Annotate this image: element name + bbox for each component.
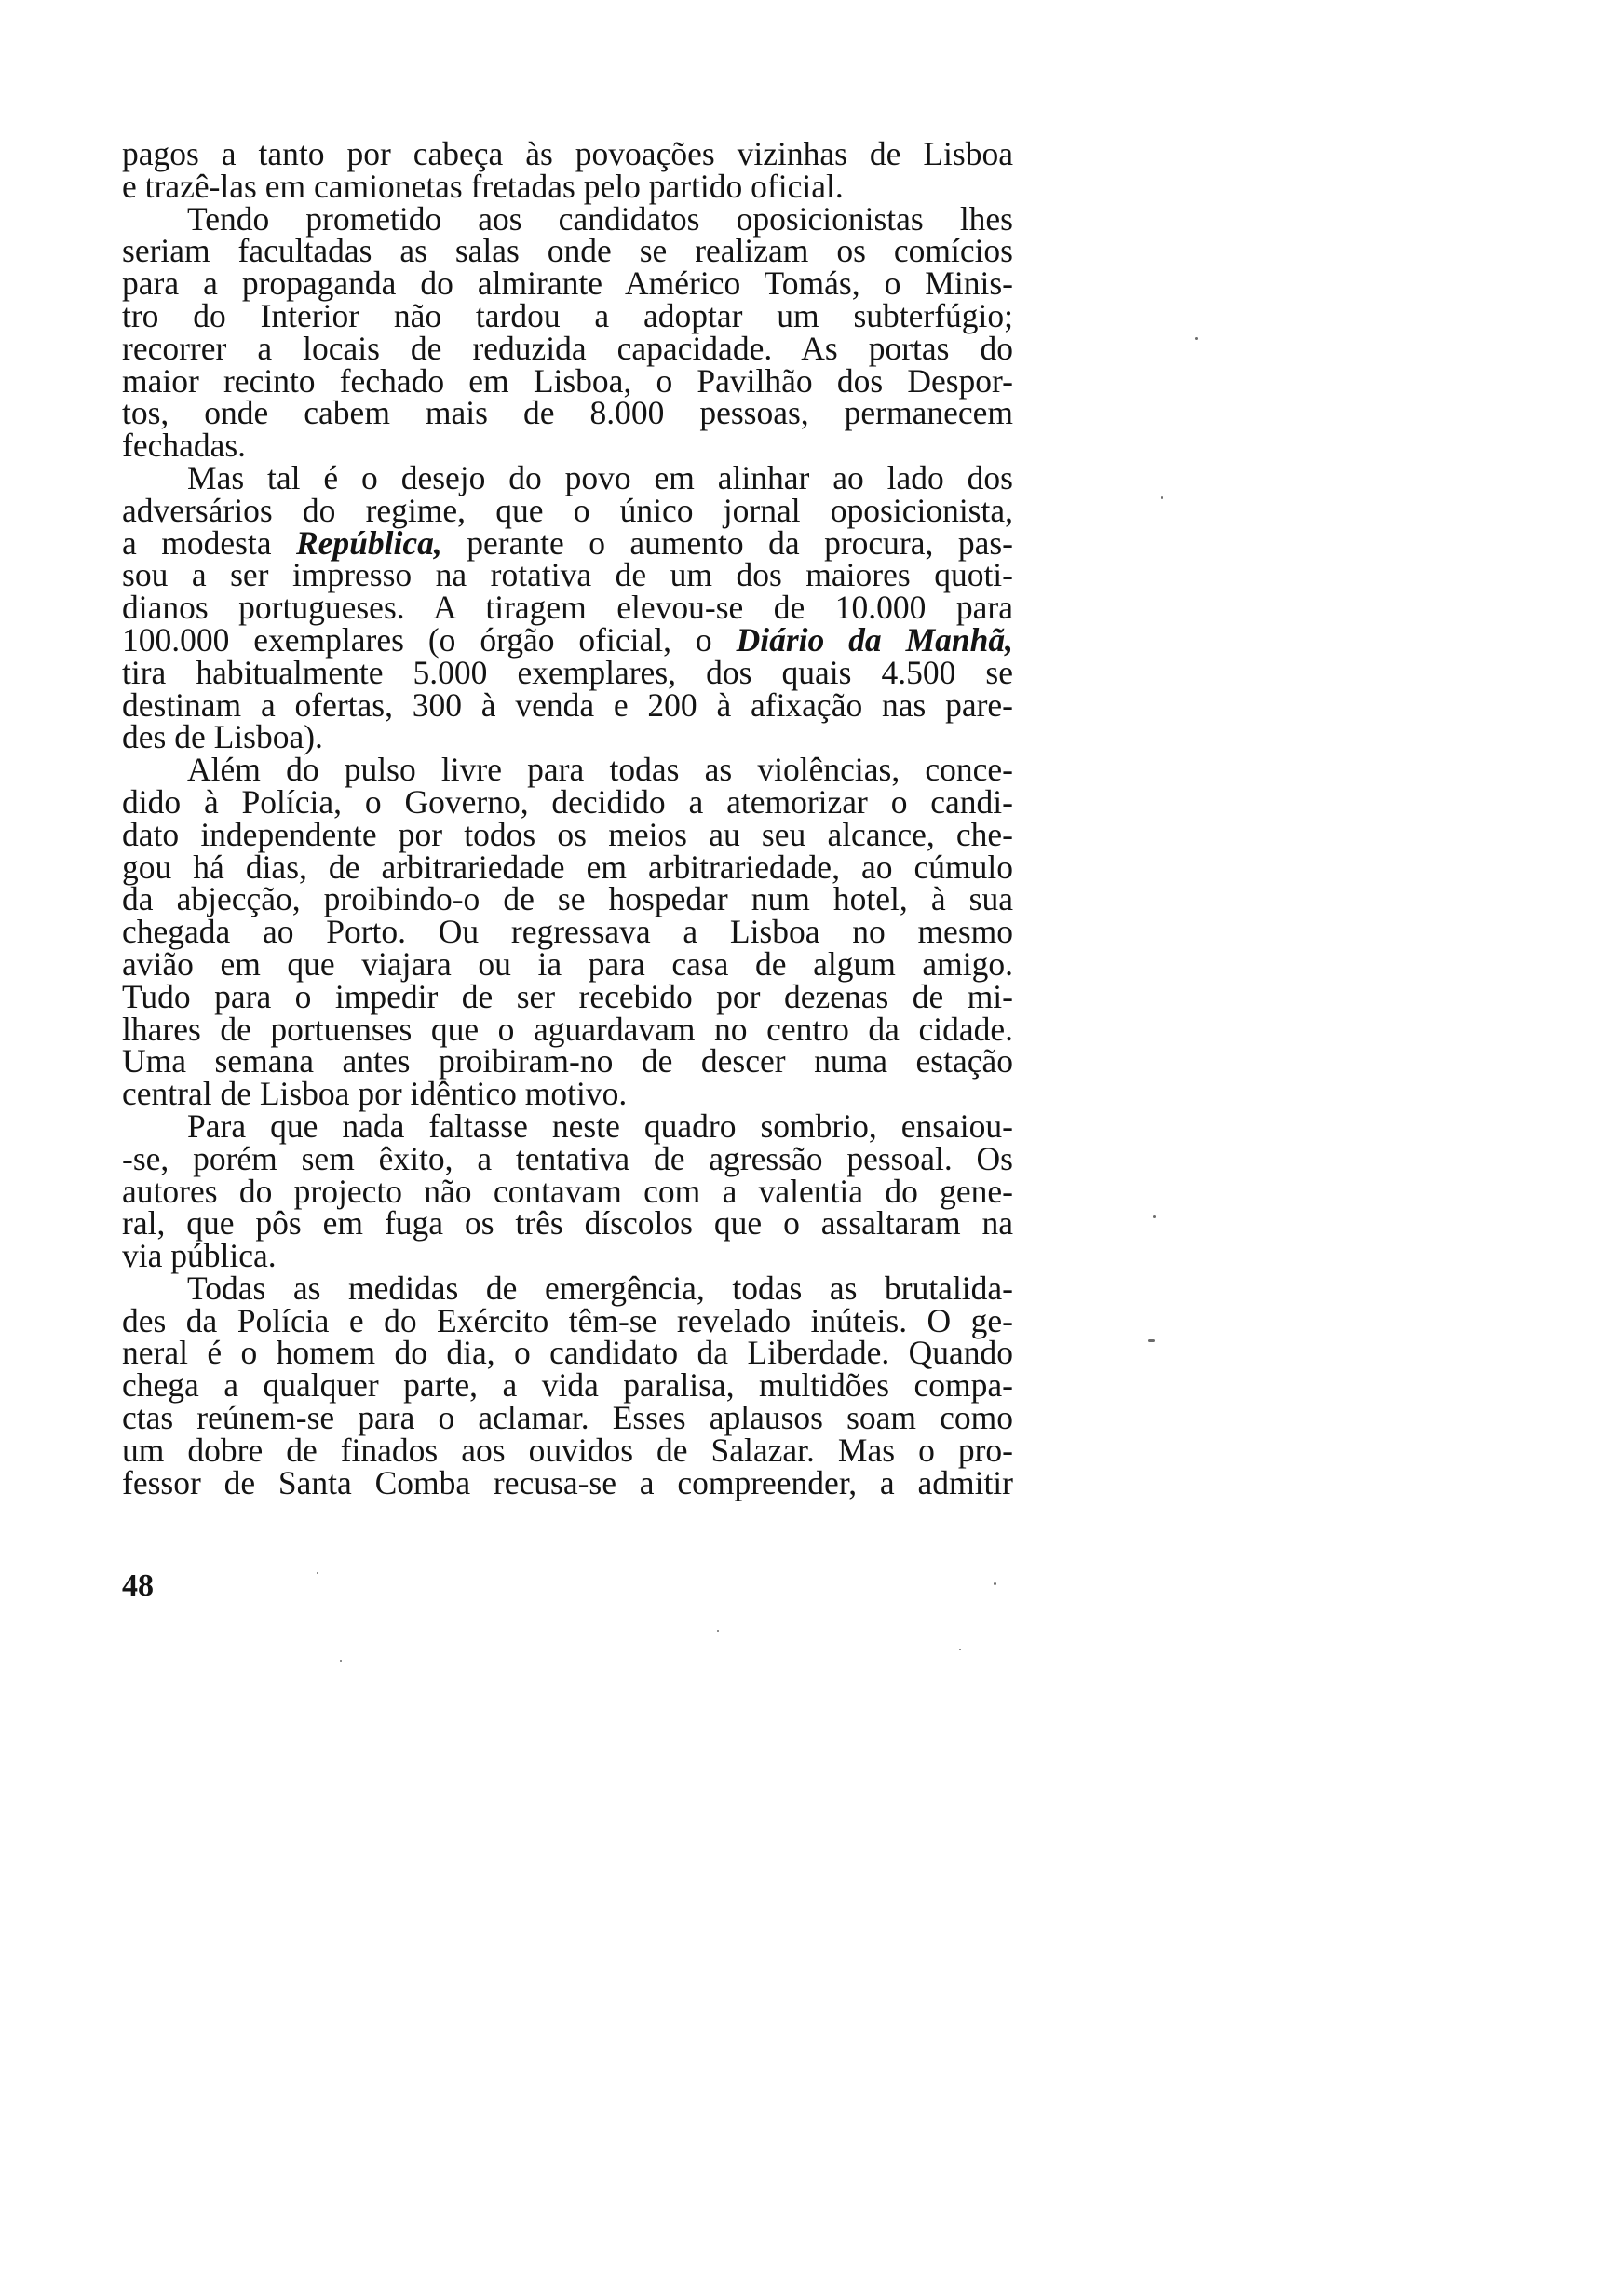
scan-speck	[994, 1582, 996, 1585]
text-line: central de Lisboa por idêntico motivo.	[122, 1075, 628, 1113]
text-line: Tudo para o impedir de ser recebido por dezenas de mi-	[122, 977, 1013, 1015]
text-line: via pública.	[122, 1237, 277, 1275]
text-line: adversários do regime, que o único jornal oposicionista,	[122, 491, 1013, 529]
text-line: autores do projecto não contavam com a valentia do gene-	[122, 1172, 1013, 1210]
text-line: Além do pulso livre para todas as violências, conce-	[187, 751, 1013, 789]
text-line: destinam a ofertas, 300 à venda e 200 à afixação nas pare-	[122, 686, 1013, 724]
text-line: fechadas.	[122, 427, 247, 465]
text-line	[122, 620, 1013, 659]
text-line: maior recinto fechado em Lisboa, o Pavilhão dos Despor-	[122, 361, 1013, 400]
text-line: seriam facultadas as salas onde se realizam os comícios	[122, 232, 1013, 270]
text-line: fessor de Santa Comba recusa-se a compreender, a admitir	[122, 1463, 1013, 1501]
text-line: tos, onde cabem mais de 8.000 pessoas, permanecem	[122, 394, 1013, 432]
text-line: chega a qualquer parte, a vida paralisa, multidões compa-	[122, 1366, 1013, 1405]
scan-speck	[1153, 1215, 1156, 1218]
paragraph	[122, 458, 1013, 756]
text-line: Tendo prometido aos candidatos oposicionistas lhes	[187, 199, 1013, 238]
text-line	[122, 523, 1013, 562]
text-line: da abjecção, proibindo-o de se hospedar num hotel, à sua	[122, 880, 1013, 918]
scan-speck	[1195, 337, 1198, 340]
text-run: perante o aumento da procura, pas-	[441, 523, 1013, 562]
text-line: gou há dias, de arbitrariedade em arbitrariedade, ao cúmulo	[122, 848, 1013, 886]
newspaper-title: República,	[296, 523, 442, 562]
text-line: ral, que pôs em fuga os três díscolos que o assaltaram na	[122, 1204, 1013, 1243]
text-line: ctas reúnem-se para o aclamar. Esses aplausos soam como	[122, 1399, 1013, 1437]
newspaper-title: Diário da Manhã,	[736, 620, 1013, 659]
paragraph	[122, 751, 1013, 1113]
paragraph	[122, 1107, 1013, 1275]
text-line: des da Polícia e do Exército têm-se revelado inúteis. O ge-	[122, 1301, 1013, 1339]
text-line: dianos portugueses. A tiragem elevou-se de 10.000 para	[122, 589, 1013, 627]
scan-speck	[317, 1572, 318, 1574]
text-line: tira habitualmente 5.000 exemplares, dos quais 4.500 se	[122, 653, 1013, 691]
text-line: recorrer a locais de reduzida capacidade. As portas do	[122, 329, 1013, 367]
paragraph	[122, 199, 1013, 465]
text-line: chegada ao Porto. Ou regressava a Lisboa no mesmo	[122, 913, 1013, 951]
scan-speck	[717, 1630, 719, 1632]
page-body	[122, 135, 1013, 1501]
scan-speck	[340, 1660, 342, 1662]
text-line: tro do Interior não tardou a adoptar um subterfúgio;	[122, 296, 1013, 334]
page-number: 48	[122, 1568, 154, 1603]
text-line: pagos a tanto por cabeça às povoações vizinhas de Lisboa	[122, 135, 1013, 172]
text-line: Todas as medidas de emergência, todas as brutalida-	[187, 1269, 1013, 1307]
text-line: e trazê-las em camionetas fretadas pelo partido oficial.	[122, 167, 844, 205]
scan-speck	[1161, 496, 1163, 499]
text-run: a modesta	[122, 523, 296, 562]
text-run: 100.000 exemplares (o órgão oficial, o	[122, 620, 737, 659]
text-line: Uma semana antes proibiram-no de descer numa estação	[122, 1042, 1013, 1080]
text-line: lhares de portuenses que o aguardavam no centro da cidade.	[122, 1010, 1013, 1048]
paragraph	[122, 1269, 1013, 1501]
text-line: para a propaganda do almirante Américo Tomás, o Minis-	[122, 265, 1013, 303]
scan-speck	[1148, 1339, 1155, 1342]
text-line: sou a ser impresso na rotativa de um dos maiores quoti-	[122, 556, 1013, 594]
text-line: um dobre de finados aos ouvidos de Salazar. Mas o pro-	[122, 1431, 1013, 1469]
text-line: Para que nada faltasse neste quadro sombrio, ensaiou-	[187, 1107, 1013, 1145]
text-line: avião em que viajara ou ia para casa de algum amigo.	[122, 944, 1013, 983]
scan-speck	[959, 1649, 961, 1650]
text-line: des de Lisboa).	[122, 718, 323, 756]
text-line: dido à Polícia, o Governo, decidido a atemorizar o candi-	[122, 782, 1013, 821]
text-line: neral é o homem do dia, o candidato da Liberdade. Quando	[122, 1334, 1013, 1372]
text-line: -se, porém sem êxito, a tentativa de agressão pessoal. Os	[122, 1139, 1013, 1177]
text-line: dato independente por todos os meios au seu alcance, che-	[122, 815, 1013, 853]
paragraph	[122, 135, 1013, 205]
text-line: Mas tal é o desejo do povo em alinhar ao lado dos	[187, 458, 1013, 496]
